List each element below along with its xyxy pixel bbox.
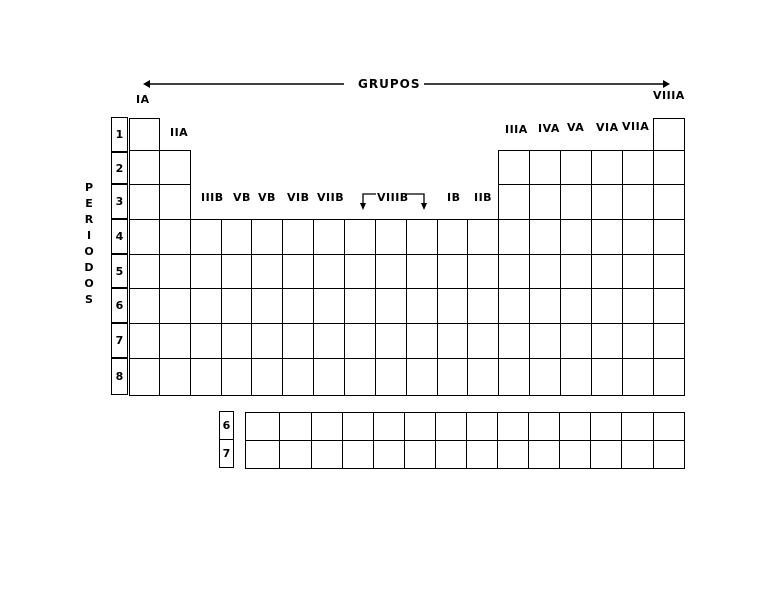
element-cell: [344, 288, 376, 324]
series-cell: [435, 412, 467, 441]
element-cell: [653, 288, 685, 324]
group-label-vb: VB: [258, 191, 276, 204]
periodos-letter: S: [85, 293, 93, 306]
element-cell: [467, 288, 499, 324]
series-cell: [279, 412, 312, 441]
group-label-ivb: VB: [233, 191, 251, 204]
element-cell: [159, 184, 191, 220]
series-cell: [342, 412, 374, 441]
element-cell: [221, 323, 252, 359]
element-cell: [437, 323, 468, 359]
element-cell: [221, 254, 252, 289]
element-cell: [344, 323, 376, 359]
element-cell: [529, 358, 561, 396]
element-cell: [653, 118, 685, 151]
element-cell: [622, 184, 654, 220]
element-cell: [282, 288, 314, 324]
element-cell: [190, 219, 222, 255]
series-cell: [373, 440, 405, 469]
element-cell: [529, 150, 561, 185]
element-cell: [313, 219, 345, 255]
group-label-viib: VIIB: [317, 191, 345, 204]
period-number-4: 4: [111, 219, 128, 254]
element-cell: [313, 254, 345, 289]
element-cell: [622, 219, 654, 255]
group-label-iib: IIB: [474, 191, 493, 204]
element-cell: [498, 288, 530, 324]
element-cell: [406, 358, 438, 396]
series-cell: [311, 412, 343, 441]
element-cell: [159, 219, 191, 255]
element-cell: [159, 288, 191, 324]
element-cell: [159, 323, 191, 359]
element-cell: [591, 358, 623, 396]
element-cell: [560, 254, 592, 289]
element-cell: [375, 254, 407, 289]
element-cell: [622, 150, 654, 185]
group-label-via: VIA: [596, 121, 619, 134]
element-cell: [313, 288, 345, 324]
element-cell: [529, 219, 561, 255]
element-cell: [560, 219, 592, 255]
group-label-ib: IB: [447, 191, 461, 204]
series-cell: [279, 440, 312, 469]
element-cell: [129, 254, 160, 289]
series-cell: [245, 440, 280, 469]
element-cell: [653, 254, 685, 289]
element-cell: [375, 358, 407, 396]
element-cell: [344, 358, 376, 396]
group-label-viiib: VIIIB: [377, 191, 409, 204]
element-cell: [313, 323, 345, 359]
periodos-letter: D: [84, 261, 94, 274]
element-cell: [653, 184, 685, 220]
element-cell: [190, 323, 222, 359]
element-cell: [622, 323, 654, 359]
element-cell: [344, 219, 376, 255]
element-cell: [653, 323, 685, 359]
grupos-title: GRUPOS: [358, 77, 421, 91]
element-cell: [251, 219, 283, 255]
lower-period-number-6: 6: [219, 411, 234, 440]
series-cell: [621, 440, 654, 469]
element-cell: [529, 323, 561, 359]
element-cell: [498, 358, 530, 396]
element-cell: [282, 219, 314, 255]
element-cell: [129, 184, 160, 220]
viiib-arrow-left-head: [360, 203, 366, 210]
element-cell: [282, 254, 314, 289]
group-label-viia: VIIA: [622, 120, 650, 133]
element-cell: [560, 150, 592, 185]
element-cell: [251, 254, 283, 289]
series-cell: [559, 440, 591, 469]
element-cell: [498, 184, 530, 220]
element-cell: [406, 219, 438, 255]
element-cell: [221, 358, 252, 396]
series-cell: [373, 412, 405, 441]
element-cell: [529, 184, 561, 220]
series-cell: [528, 412, 560, 441]
element-cell: [560, 323, 592, 359]
element-cell: [375, 219, 407, 255]
series-cell: [590, 440, 622, 469]
periodos-label: [82, 180, 96, 308]
element-cell: [375, 288, 407, 324]
element-cell: [406, 254, 438, 289]
group-label-iva: IVA: [538, 122, 560, 135]
series-cell: [497, 412, 529, 441]
element-cell: [129, 323, 160, 359]
series-cell: [653, 440, 685, 469]
period-number-2: 2: [111, 152, 128, 184]
element-cell: [591, 150, 623, 185]
period-number-6: 6: [111, 288, 128, 323]
element-cell: [653, 219, 685, 255]
series-cell: [342, 440, 374, 469]
lower-period-number-7: 7: [219, 439, 234, 468]
element-cell: [251, 288, 283, 324]
series-cell: [466, 412, 498, 441]
element-cell: [129, 219, 160, 255]
periodos-letter: O: [84, 277, 94, 290]
element-cell: [467, 323, 499, 359]
element-cell: [498, 150, 530, 185]
element-cell: [467, 254, 499, 289]
element-cell: [129, 150, 160, 185]
element-cell: [251, 323, 283, 359]
element-cell: [591, 254, 623, 289]
element-cell: [653, 150, 685, 185]
series-cell: [404, 412, 436, 441]
group-label-iiia: IIIA: [505, 123, 528, 136]
element-cell: [653, 358, 685, 396]
series-cell: [466, 440, 498, 469]
series-cell: [528, 440, 560, 469]
element-cell: [190, 358, 222, 396]
periodos-letter: R: [84, 213, 94, 226]
series-cell: [590, 412, 622, 441]
element-cell: [159, 358, 191, 396]
element-cell: [437, 358, 468, 396]
element-cell: [282, 358, 314, 396]
element-cell: [467, 358, 499, 396]
period-number-8: 8: [111, 358, 128, 395]
element-cell: [190, 288, 222, 324]
element-cell: [529, 288, 561, 324]
element-cell: [282, 323, 314, 359]
grupos-arrow-left-head: [143, 80, 150, 88]
element-cell: [129, 358, 160, 396]
series-cell: [404, 440, 436, 469]
group-label-va: VA: [567, 121, 585, 134]
element-cell: [159, 254, 191, 289]
element-cell: [221, 288, 252, 324]
group-label-vib: VIB: [287, 191, 310, 204]
period-number-1: 1: [111, 117, 128, 152]
element-cell: [129, 288, 160, 324]
periodos-letter: E: [85, 197, 93, 210]
series-cell: [435, 440, 467, 469]
series-cell: [497, 440, 529, 469]
element-cell: [591, 288, 623, 324]
element-cell: [437, 219, 468, 255]
series-cell: [311, 440, 343, 469]
element-cell: [437, 288, 468, 324]
element-cell: [498, 219, 530, 255]
element-cell: [129, 118, 160, 151]
element-cell: [529, 254, 561, 289]
element-cell: [406, 323, 438, 359]
element-cell: [498, 254, 530, 289]
series-cell: [653, 412, 685, 441]
period-number-7: 7: [111, 323, 128, 358]
element-cell: [560, 358, 592, 396]
element-cell: [221, 219, 252, 255]
element-cell: [591, 184, 623, 220]
element-cell: [344, 254, 376, 289]
group-label-iia: IIA: [170, 126, 189, 139]
element-cell: [159, 150, 191, 185]
element-cell: [190, 254, 222, 289]
element-cell: [251, 358, 283, 396]
element-cell: [375, 323, 407, 359]
element-cell: [560, 184, 592, 220]
element-cell: [406, 288, 438, 324]
element-cell: [437, 254, 468, 289]
series-cell: [559, 412, 591, 441]
viiib-bracket-right: [406, 194, 424, 207]
element-cell: [591, 219, 623, 255]
element-cell: [622, 288, 654, 324]
periodos-letter: I: [86, 229, 92, 242]
element-cell: [560, 288, 592, 324]
element-cell: [622, 358, 654, 396]
element-cell: [467, 219, 499, 255]
element-cell: [591, 323, 623, 359]
element-cell: [622, 254, 654, 289]
viiib-arrow-right-head: [421, 203, 427, 210]
group-label-iiib: IIIB: [201, 191, 224, 204]
period-number-3: 3: [111, 184, 128, 219]
periodos-letter: P: [84, 181, 94, 194]
periodos-letter: O: [84, 245, 94, 258]
series-cell: [245, 412, 280, 441]
element-cell: [498, 323, 530, 359]
period-number-5: 5: [111, 254, 128, 288]
element-cell: [313, 358, 345, 396]
series-cell: [621, 412, 654, 441]
group-label-viiia: VIIIA: [653, 89, 685, 102]
grupos-arrow-right-head: [663, 80, 670, 88]
group-label-ia: IA: [136, 93, 150, 106]
